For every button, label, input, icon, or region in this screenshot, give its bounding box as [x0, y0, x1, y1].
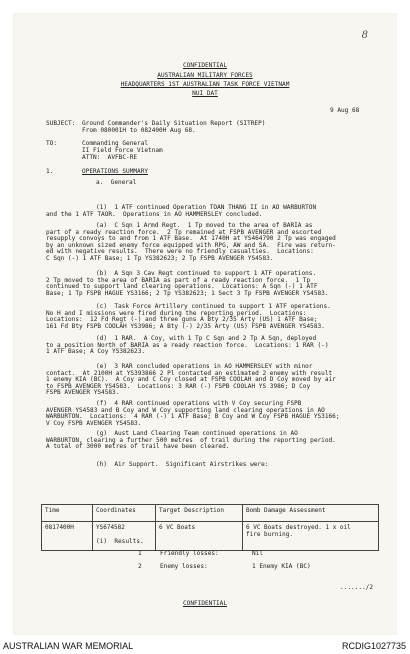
paragraph-line: 1 enemy KIA (BC). A Coy and C Coy closed at FSPB COOLAH and D Coy moved by air	[46, 376, 336, 384]
results-item-label: Friendly losses:	[160, 550, 219, 557]
bda-line-2: fire burning.	[246, 531, 293, 538]
paragraph-line: 1 ATF Base; A Coy YS382623.	[46, 348, 146, 356]
paragraph-line: ed with negative results. There were no friendly casualties. Locations:	[46, 248, 314, 256]
paragraph-line: No H and I missions were fired during the reporting period. Locations:	[46, 309, 307, 317]
to-line-2: II Field Force Vietnam	[82, 147, 163, 154]
results-item-number: 1	[138, 550, 142, 557]
paragraph-line: WARBURTON, clearing a further 500 metres of trail during the reporting period.	[46, 436, 336, 444]
paragraph-line: to a position North of BARIA as a ready reaction force. Locations: 1 RAR (-)	[46, 341, 329, 349]
heading-line-1: AUSTRALIAN MILITARY FORCES	[157, 72, 253, 79]
subsection-general: a. General	[96, 179, 137, 186]
page-number: 8	[361, 30, 368, 41]
paragraph-line: (h) Air Support. Significant Airstrikes were:	[96, 461, 269, 468]
results-item-value: 1 Enemy KIA (BC)	[252, 563, 311, 570]
to-line-1: Commanding General	[82, 140, 149, 147]
paragraph-line: V Coy FSPB AVENGER YS4583.	[46, 419, 142, 427]
continuation-marker: ......./2	[340, 584, 374, 591]
paragraph-line: Locations: 12 Fd Regt (-) and three guns A Bty 2/35 Arty (US) 1 ATF Base;	[46, 316, 318, 324]
paragraph-line: C Sqn (-) 1 ATF Base; 1 Tp YS382623; 2 Tp FSPB AVENGER YS4583.	[46, 255, 274, 262]
paragraph-line: and the 1 ATF TAOR. Operations in AO HAMMERSLEY concluded.	[46, 210, 263, 218]
report-date: 9 Aug 68	[330, 107, 360, 114]
archive-reference: RCDIG1027735	[341, 641, 406, 651]
section-number: 1.	[46, 168, 54, 175]
results-item-value: Nil	[252, 550, 264, 557]
paragraph-line: (e) 3 RAR concluded operations in AO HAMMERSLEY with minor	[96, 363, 313, 370]
paragraph-line: 2 Tp moved to the area of BARIA as part of a ready reaction force. 1 Tp	[46, 276, 311, 284]
results-item-number: 2	[138, 563, 142, 570]
subject-line-2: From 080001H to 082400H Aug 68.	[82, 127, 196, 134]
section-title: OPERATIONS SUMMARY	[82, 168, 149, 175]
paragraph-line: FSPB AVENGER YS4583.	[46, 389, 120, 397]
results-item-label: Enemy losses:	[160, 563, 208, 570]
to-line-3: ATTN: AVFBC-RE	[82, 154, 138, 161]
paragraph-line: resupply convoys to and from 1 ATF Base. At 1740H at YS464790 2 Tp was engaged	[46, 235, 336, 243]
paragraph-line: (f) 4 RAR continued operations with V Coy securing FSPB	[96, 400, 302, 407]
archive-footer	[0, 640, 410, 654]
paragraph-line: by an unknown sized enemy force equipped with RPG, AW and SA. Fire was return-	[46, 241, 336, 249]
paragraph-line: (c) Task Force Artillery continued to support 1 ATF operations.	[96, 303, 331, 310]
heading-line-3: NUI DAT	[192, 90, 218, 97]
col-coordinates: Coordinates	[93, 505, 156, 522]
cell-coordinates: YS674582	[93, 522, 156, 551]
cell-target: 6 VC Boats	[156, 522, 243, 551]
col-target: Target Description	[156, 505, 243, 522]
document-page	[14, 14, 396, 634]
classification-footer: CONFIDENTIAL	[182, 600, 228, 607]
paragraph-line: contact. At 2100H at YS393866 2 Pl contacted an estimated 2 enemy with result	[46, 369, 333, 377]
paragraph-line: to FSPB AVENGER YS4583. Locations: 3 RAR (-) FSPB COOLAH YS 3986; D Coy	[46, 382, 311, 390]
paragraph-line: (1) 1 ATF continued Operation TOAN THANG II in AO WARBURTON	[96, 204, 317, 211]
table-header-row	[42, 505, 379, 522]
paragraph-line: (a) C Sqn 1 Armd Regt. 1 Tp moved to the area of BARIA as	[96, 222, 313, 229]
paragraph-line: 161 Fd Bty FSPB COOLAH YS3986; A Bty (-) 2/35 Arty (US) FSPB AVENGER YS4583.	[46, 322, 325, 330]
cell-time: 0817400H	[42, 522, 93, 551]
paragraph-line: WARBURTON. Locations: 4 RAR (-) 1 ATF Base; B Coy and W Coy FSPB HAGUE YS3166;	[46, 413, 340, 421]
subject-label: SUBJECT:	[46, 120, 76, 127]
paragraph-line: A total of 3000 metres of trail have been cleared.	[46, 443, 230, 451]
paragraph-line: part of a ready reaction force. 2 Tp remained at FSPB AVENGER and escorted	[46, 228, 322, 236]
paragraph-line: AVENGER YS4583 and B Coy and W Coy supporting land clearing operations in AO	[46, 406, 325, 414]
to-label: TO:	[46, 140, 58, 147]
bda-line-1: 6 VC Boats destroyed. 1 x oil	[246, 524, 351, 531]
paragraph-line: continued to support land clearing operations. Locations: A Sqn (-) 1 ATF	[46, 283, 318, 291]
results-heading: (i) Results.	[96, 538, 144, 545]
col-time: Time	[42, 505, 93, 522]
paragraph-line: (g) Aust Land Clearing Team continued operations in AO	[96, 430, 298, 437]
subject-line-1: Ground Commander's Daily Situation Report (SITREP)	[82, 120, 266, 127]
paragraph-line: (b) A Sqn 3 Cav Regt continued to support 1 ATF operations.	[96, 270, 317, 277]
table-row	[42, 522, 379, 551]
airstrikes-table	[41, 504, 379, 551]
col-bda: Bomb Damage Assessment	[243, 505, 379, 522]
classification-header: CONFIDENTIAL	[182, 62, 228, 69]
archive-name: AUSTRALIAN WAR MEMORIAL	[3, 641, 134, 651]
paragraph-line: Base; 1 Tp FSPB HAGUE YS3166; 2 Tp YS382623; 1 Sect 3 Tp FSPB AVENGER YS4583.	[46, 289, 329, 297]
cell-bda	[243, 522, 379, 551]
heading-line-2: HEADQUARTERS 1ST AUSTRALIAN TASK FORCE VIETNAM	[120, 81, 290, 88]
paragraph-line: (d) 1 RAR. A Coy, with 1 Tp C Sqn and 2 Tp A Sqn, deployed	[96, 335, 317, 342]
